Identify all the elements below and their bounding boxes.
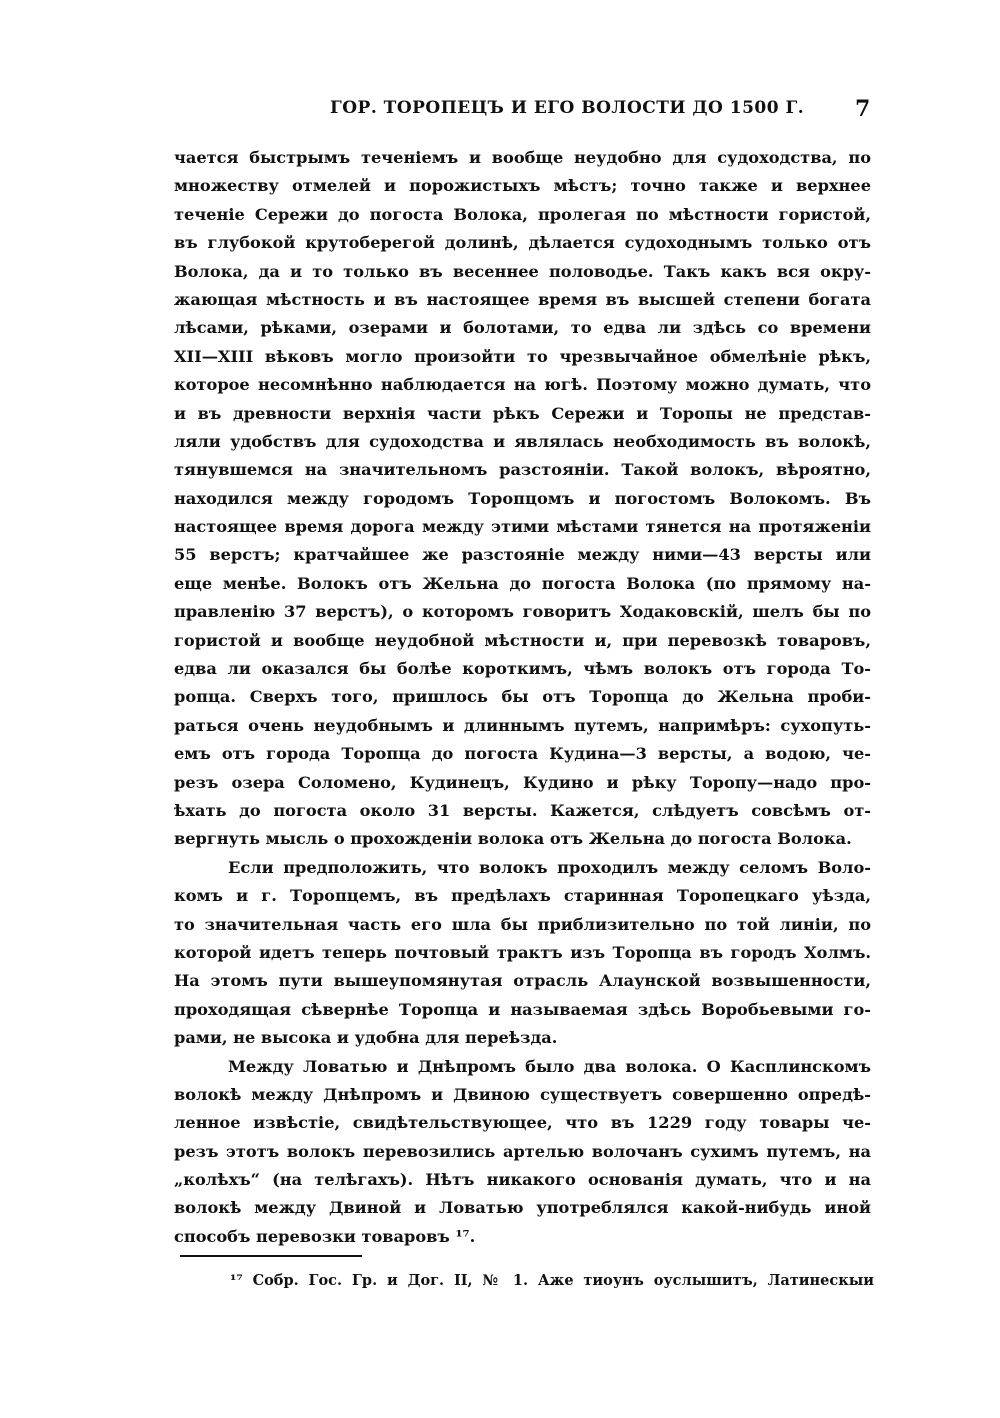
text-line: Волока, да и то только въ весеннее половодье. Такъ какъ вся окру-	[174, 261, 871, 281]
text-line: волокѣ между Двиной и Ловатью употреблялся какой-нибудь иной	[174, 1198, 871, 1218]
text-line: ляли удобствъ для судоходства и являлась необходимость въ волокѣ,	[174, 431, 871, 451]
text-line: правленію 37 верстъ), о которомъ говоритъ Ходаковскій, шелъ бы по	[174, 602, 871, 622]
text-line: еще менѣе. Волокъ отъ Жельна до погоста Волока (по прямому на-	[174, 573, 871, 593]
text-line: способъ перевозки товаровъ ¹⁷.	[174, 1226, 476, 1246]
running-header-title: ГОР. ТОРОПЕЦЪ И ЕГО ВОЛОСТИ ДО 1500 Г.	[330, 98, 805, 118]
text-line: настоящее время дорога между этими мѣстами тянется на протяженіи	[174, 517, 871, 537]
text-line: множеству отмелей и порожистыхъ мѣстъ; точно также и верхнее	[174, 176, 871, 196]
text-line: Между Ловатью и Днѣпромъ было два волока. О Касплинскомъ	[228, 1056, 871, 1076]
text-line: волокѣ между Днѣпромъ и Двиною существуетъ совершенно опредѣ-	[174, 1084, 871, 1104]
body-text	[174, 144, 871, 1251]
text-line: 55 верстъ; кратчайшее же разстояніе между ними—43 версты или	[174, 545, 871, 565]
text-line: находился между городомъ Торопцомъ и погостомъ Волокомъ. Въ	[174, 488, 871, 508]
text-line: жающая мѣстность и въ настоящее время въ высшей степени богата	[174, 289, 871, 309]
text-line: резъ озера Соломено, Кудинецъ, Кудино и рѣку Торопу—надо про-	[174, 772, 871, 792]
text-line: XII—XIII вѣковъ могло произойти то чрезвычайное обмелѣніе рѣкъ,	[174, 346, 871, 366]
text-line: резъ этотъ волокъ перевозились артелью волочанъ сухимъ путемъ, на	[174, 1141, 871, 1161]
text-line: раться очень неудобнымъ и длиннымъ путемъ, напримѣръ: сухопуть-	[174, 715, 871, 735]
text-line: чается быстрымъ теченіемъ и вообще неудобно для судоходства, по	[174, 148, 871, 167]
text-line: вергнуть мысль о прохожденіи волока отъ Жельна до погоста Волока.	[174, 829, 852, 849]
text-line: „колѣхъ“ (на телѣгахъ). Нѣтъ никакого основанія думать, что и на	[174, 1170, 871, 1190]
text-line: Если предположить, что волокъ проходилъ между селомъ Воло-	[228, 857, 871, 877]
text-line: комъ и г. Торопцемъ, въ предѣлахъ старинная Торопецкаго уѣзда,	[174, 886, 871, 906]
text-line: лѣсами, рѣками, озерами и болотами, то едва ли здѣсь со времени	[174, 318, 871, 338]
text-line: которой идетъ теперь почтовый трактъ изъ Торопца въ городъ Холмъ.	[174, 942, 871, 962]
text-line: то значительная часть его шла бы приблизительно по той линіи, по	[174, 914, 871, 934]
text-line: рами, не высока и удобна для переѣзда.	[174, 1028, 558, 1048]
page-number: 7	[855, 96, 871, 122]
text-line: теченіе Сережи до погоста Волока, пролегая по мѣстности гористой,	[174, 204, 871, 224]
text-line: едва ли оказался бы болѣе короткимъ, чѣмъ волокъ отъ города То-	[174, 659, 871, 679]
text-line: гористой и вообще неудобной мѣстности и, при перевозкѣ товаровъ,	[174, 630, 871, 650]
text-line: въ глубокой крутоберегой долинѣ, дѣлается судоходнымъ только отъ	[174, 233, 871, 253]
text-line: которое несомнѣнно наблюдается на югѣ. Поэтому можно думать, что	[174, 375, 871, 395]
text-line: ѣхать до погоста около 31 версты. Кажется, слѣдуетъ совсѣмъ от-	[174, 800, 871, 820]
text-line: На этомъ пути вышеупомянутая отрасль Алаунской возвышенности,	[174, 971, 871, 991]
text-line: емъ отъ города Торопца до погоста Кудина—3 версты, а водою, че-	[174, 744, 871, 764]
text-line: и въ древности верхнія части рѣкъ Сережи и Торопы не представ-	[174, 403, 871, 423]
footnote: ¹⁷ Собр. Гос. Гр. и Дог. II, № 1. Аже тиоунъ оуслышитъ, Латинескыи	[230, 1272, 874, 1289]
footnote-divider	[180, 1255, 362, 1257]
text-line: проходящая сѣвернѣе Торопца и называемая здѣсь Воробьевыми го-	[174, 999, 871, 1019]
text-line: тянувшемся на значительномъ разстояніи. Такой волокъ, вѣроятно,	[174, 460, 871, 480]
text-line: ленное извѣстіе, свидѣтельствующее, что въ 1229 году товары че-	[174, 1113, 871, 1133]
text-line: ропца. Сверхъ того, пришлось бы отъ Торопца до Жельна проби-	[174, 687, 871, 707]
